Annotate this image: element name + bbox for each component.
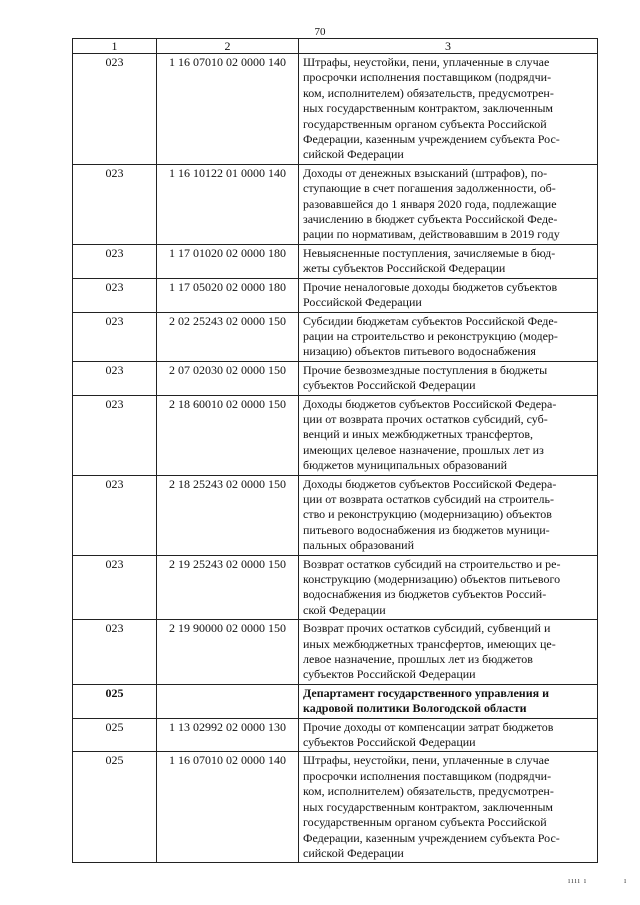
description-cell (299, 395, 598, 475)
budget-code-cell (157, 684, 299, 718)
description-line: пальных образований (303, 538, 414, 553)
description-line: сийской Федерации (303, 845, 404, 860)
description-line: иных межбюджетных трансфертов, имеющих це- (303, 636, 556, 651)
description-line: зачислению в бюджет субъекта Российской Феде- (303, 212, 558, 227)
description-line: водоснабжения из бюджетов субъектов Россий- (303, 587, 547, 602)
description-line: Доходы от денежных взысканий (штрафов), по- (303, 165, 548, 180)
admin-code-cell: 023 (73, 312, 157, 361)
description-line: Субсидии бюджетам субъектов Российской Феде- (303, 313, 558, 328)
table-row (73, 244, 598, 278)
description-cell (299, 555, 598, 620)
budget-code-cell: 2 18 25243 02 0000 150 (157, 475, 299, 555)
table-row (73, 555, 598, 620)
description-line: конструкцию (модернизацию) объектов питьевого (303, 572, 561, 586)
description-cell (299, 312, 598, 361)
description-line: Штрафы, неустойки, пени, уплаченные в случае (303, 55, 550, 69)
table-row (73, 361, 598, 395)
budget-code-cell: 2 19 90000 02 0000 150 (157, 620, 299, 685)
budget-code-cell: 1 16 07010 02 0000 140 (157, 752, 299, 863)
admin-code-cell: 023 (73, 475, 157, 555)
description-line: государственным органом субъекта Российской (303, 815, 547, 830)
admin-code-cell: 023 (73, 164, 157, 244)
table-row-section (73, 684, 598, 718)
table-body (73, 54, 598, 863)
description-line: низацию) объектов питьевого водоснабжения (303, 344, 536, 359)
description-line: сийской Федерации (303, 147, 404, 162)
description-cell (299, 164, 598, 244)
budget-code-cell: 2 19 25243 02 0000 150 (157, 555, 299, 620)
description-line: Российской Федерации (303, 295, 422, 310)
description-line: Возврат прочих остатков субсидий, субвенций и (303, 621, 551, 636)
description-cell (299, 244, 598, 278)
table-row (73, 54, 598, 165)
admin-code-cell: 023 (73, 395, 157, 475)
description-line: Прочие доходы от компенсации затрат бюджетов (303, 719, 554, 734)
description-line: Федерации, казенным учреждением субъекта Рос- (303, 132, 560, 147)
footer-mark: ıııı ı (568, 876, 588, 885)
description-line: ство и реконструкцию (модернизацию) объектов (303, 507, 552, 522)
description-line: рации по нормативам, действовавшим в 2019 году (303, 227, 560, 242)
footer-mark-2: ı (624, 876, 627, 885)
table-header-row (73, 39, 598, 54)
description-line: Прочие неналоговые доходы бюджетов субъектов (303, 279, 558, 294)
admin-code-cell: 023 (73, 244, 157, 278)
admin-code-cell: 023 (73, 278, 157, 312)
description-line: Доходы бюджетов субъектов Российской Федера- (303, 396, 557, 411)
description-line: ных государственным контрактом, заключенным (303, 799, 553, 814)
admin-code-cell: 023 (73, 620, 157, 685)
description-line: венций и иных межбюджетных трансфертов, (303, 427, 534, 442)
description-line: Федерации, казенным учреждением субъекта Рос- (303, 830, 560, 845)
description-line: ции от возврата прочих остатков субсидий, суб- (303, 411, 548, 426)
description-cell (299, 620, 598, 685)
budget-code-cell: 2 07 02030 02 0000 150 (157, 361, 299, 395)
admin-code-cell: 023 (73, 555, 157, 620)
description-cell (299, 475, 598, 555)
description-line: Возврат остатков субсидий на строительство и ре- (303, 556, 561, 571)
admin-code-cell: 025 (73, 752, 157, 863)
description-line: просрочки исполнения поставщиком (подрядчи- (303, 70, 552, 85)
description-line: ком, исполнителем) обязательств, предусмотрен- (303, 85, 554, 100)
description-line: рации на строительство и реконструкцию (модер- (303, 328, 558, 343)
table-row (73, 752, 598, 863)
budget-code-cell: 1 13 02992 02 0000 130 (157, 718, 299, 752)
budget-revenue-table (72, 38, 598, 863)
table-row (73, 475, 598, 555)
header-col-1: 1 (73, 39, 157, 54)
table-row (73, 278, 598, 312)
description-line: ской Федерации (303, 602, 386, 617)
description-line: имеющих целевое назначение, прошлых лет из (303, 442, 544, 457)
description-line: Доходы бюджетов субъектов Российской Федера- (303, 476, 557, 491)
description-line: Невыясненные поступления, зачисляемые в бюд- (303, 245, 556, 260)
description-line: Департамент государственного управления и (303, 685, 550, 700)
description-line: кадровой политики Вологодской области (303, 701, 527, 716)
table-row (73, 718, 598, 752)
description-line: ции от возврата остатков субсидий на строитель- (303, 491, 554, 506)
admin-code-cell: 023 (73, 361, 157, 395)
description-line: просрочки исполнения поставщиком (подрядчи- (303, 768, 552, 783)
description-line: Штрафы, неустойки, пени, уплаченные в случае (303, 753, 550, 768)
table-row (73, 164, 598, 244)
description-line: ком, исполнителем) обязательств, предусмотрен- (303, 784, 554, 799)
budget-code-cell: 1 17 05020 02 0000 180 (157, 278, 299, 312)
description-cell (299, 684, 598, 718)
description-line: левое назначение, прошлых лет из бюджетов (303, 652, 533, 667)
description-line: Прочие безвозмездные поступления в бюджеты (303, 362, 548, 377)
page-number: 70 (314, 26, 326, 38)
table-row (73, 312, 598, 361)
description-cell (299, 752, 598, 863)
budget-code-cell: 1 16 10122 01 0000 140 (157, 164, 299, 244)
description-line: жеты субъектов Российской Федерации (303, 261, 506, 276)
budget-code-cell: 1 16 07010 02 0000 140 (157, 54, 299, 165)
header-col-3: 3 (299, 39, 598, 54)
description-line: ступающие в счет погашения задолженности, об- (303, 181, 556, 196)
budget-code-cell: 2 02 25243 02 0000 150 (157, 312, 299, 361)
admin-code-cell: 023 (73, 54, 157, 165)
description-cell (299, 361, 598, 395)
budget-code-cell: 2 18 60010 02 0000 150 (157, 395, 299, 475)
description-line: ных государственным контрактом, заключенным (303, 101, 553, 116)
description-line: субъектов Российской Федерации (303, 735, 476, 750)
description-line: субъектов Российской Федерации (303, 378, 476, 393)
table-row (73, 620, 598, 685)
description-cell (299, 718, 598, 752)
description-cell (299, 278, 598, 312)
description-line: субъектов Российской Федерации (303, 667, 476, 682)
budget-code-cell: 1 17 01020 02 0000 180 (157, 244, 299, 278)
description-line: государственным органом субъекта Российской (303, 116, 547, 131)
table-row (73, 395, 598, 475)
description-line: питьевого водоснабжения из бюджетов муници- (303, 522, 550, 537)
header-col-2: 2 (157, 39, 299, 54)
description-line: бюджетов муниципальных образований (303, 458, 508, 473)
admin-code-cell: 025 (73, 718, 157, 752)
admin-code-cell: 025 (73, 684, 157, 718)
description-cell (299, 54, 598, 165)
description-line: разовавшейся до 1 января 2020 года, подлежащие (303, 196, 557, 211)
